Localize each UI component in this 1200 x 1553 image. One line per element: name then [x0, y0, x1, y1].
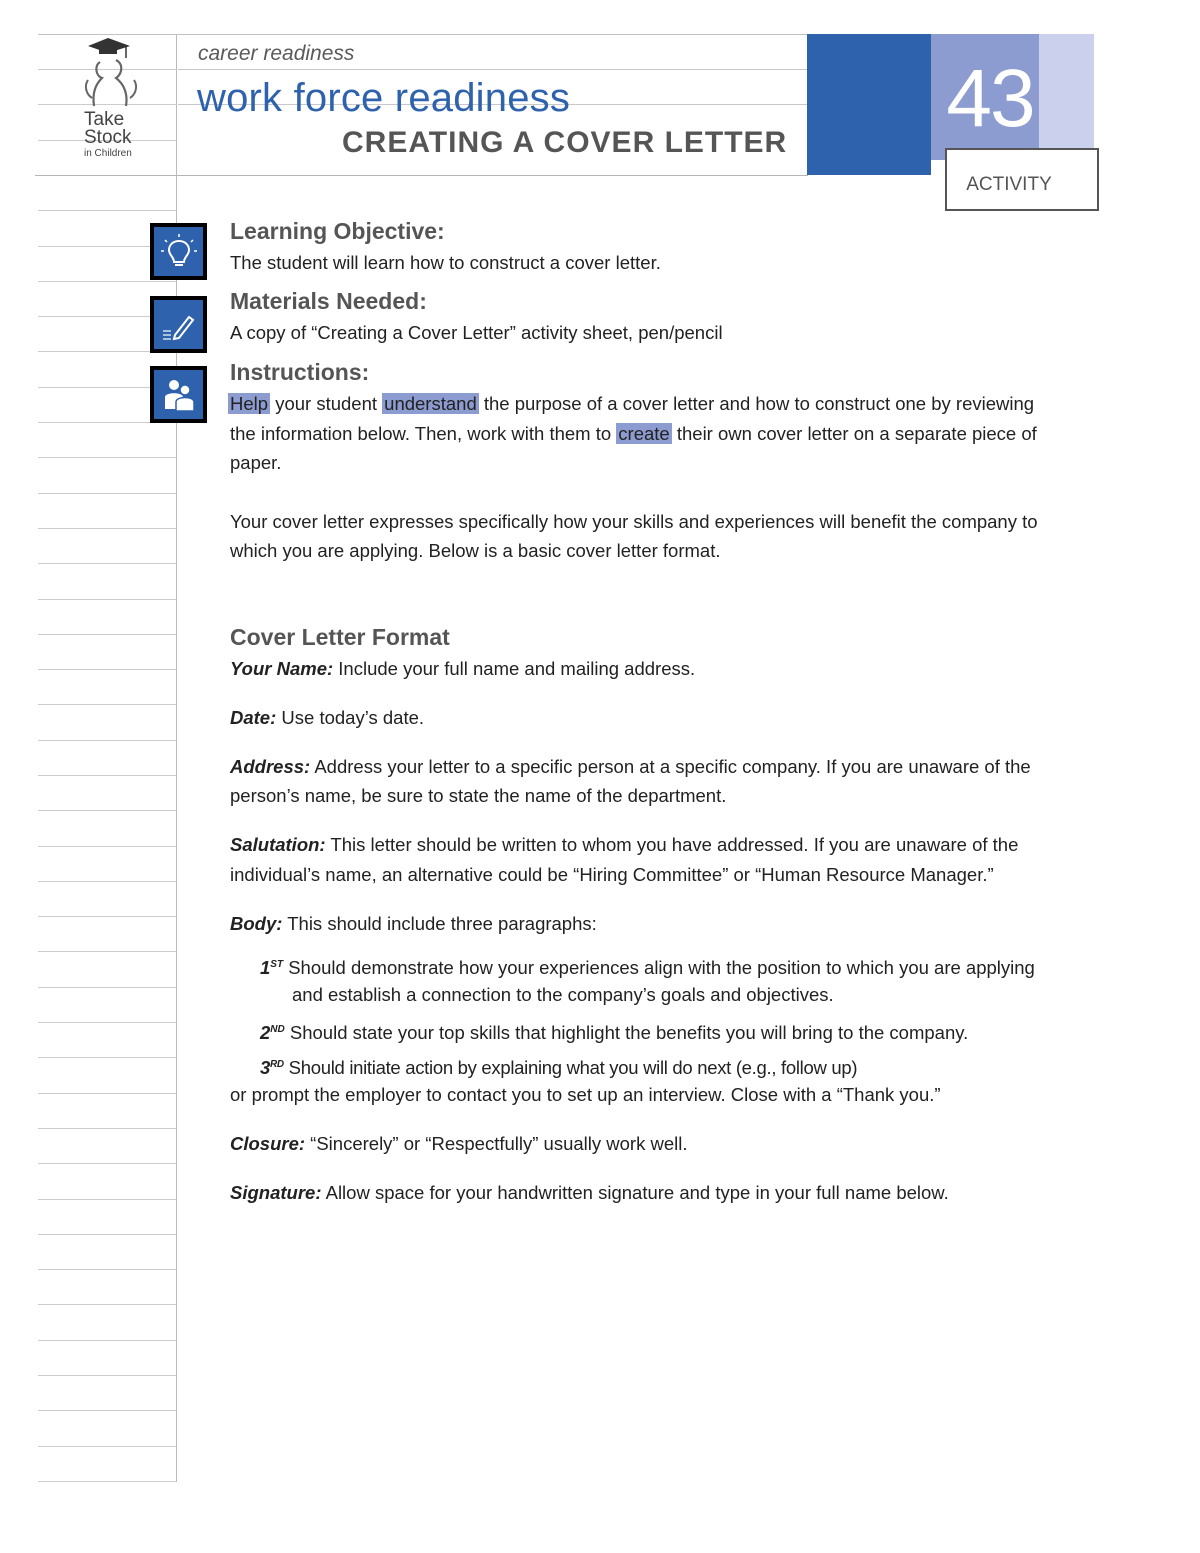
- intro-paragraph-line-1: Your cover letter expresses specifically how your skills and experiences will benefit the company to: [230, 511, 1038, 532]
- highlight-word: understand: [384, 393, 477, 414]
- instructions-text: the information below. Then, work with them to: [230, 423, 617, 444]
- field-label: Body:: [230, 913, 283, 934]
- instructions-line-2: [230, 419, 1037, 449]
- accent-block: [807, 34, 931, 175]
- accent-block-light: [1039, 34, 1094, 160]
- header-bottom-rule: [35, 175, 808, 176]
- ordinal-number: 3: [260, 1057, 270, 1078]
- learning-objective-heading: Learning Objective:: [230, 218, 445, 244]
- ordinal-number: 1: [260, 957, 271, 978]
- body-paragraph-2: [260, 1015, 968, 1048]
- format-heading: Cover Letter Format: [230, 624, 450, 650]
- body-paragraph-1: [260, 950, 1035, 983]
- header-top-rule: [38, 34, 808, 35]
- topic-title: work force readiness: [197, 76, 571, 120]
- logo-text-line1: Take: [84, 109, 125, 130]
- paragraph-text: Should demonstrate how your experiences align with the position to which you are applying: [283, 957, 1035, 978]
- highlight-word: create: [618, 423, 670, 444]
- instructions-text: their own cover letter on a separate piece of: [671, 423, 1037, 444]
- people-icon-box: [150, 366, 207, 423]
- lightbulb-icon: [159, 232, 199, 272]
- field-text: “Sincerely” or “Respectfully” usually work well.: [305, 1133, 688, 1154]
- format-closure: [230, 1129, 688, 1159]
- field-label: Salutation:: [230, 834, 326, 855]
- field-label: Closure:: [230, 1133, 306, 1154]
- field-text: Allow space for your handwritten signature and type in your full name below.: [321, 1182, 949, 1203]
- activity-number: 43: [946, 53, 1034, 144]
- materials-text: A copy of “Creating a Cover Letter” activity sheet, pen/pencil: [230, 322, 723, 343]
- learning-objective-text: The student will learn how to construct a cover letter.: [230, 252, 661, 273]
- highlight-word: Help: [230, 393, 269, 414]
- field-text: Include your full name and mailing address.: [333, 658, 696, 679]
- people-icon: [159, 375, 199, 415]
- body-paragraph-3: [260, 1050, 857, 1083]
- instructions-text: your student: [270, 393, 383, 414]
- format-signature: [230, 1178, 949, 1208]
- materials-heading: Materials Needed:: [230, 288, 427, 314]
- paragraph-text: Should state your top skills that highlight the benefits you will bring to the company.: [284, 1022, 969, 1043]
- header-rule: [178, 69, 808, 70]
- field-text: This letter should be written to whom you have addressed. If you are unaware of the: [325, 834, 1019, 855]
- pencil-icon: [159, 305, 199, 345]
- lightbulb-icon-box: [150, 223, 207, 280]
- instructions-line-3: paper.: [230, 452, 282, 473]
- ordinal-suffix: ST: [270, 959, 284, 970]
- page-title: CREATING A COVER LETTER: [342, 126, 788, 159]
- instructions-heading: Instructions:: [230, 359, 370, 385]
- logo-text-line2: Stock: [84, 127, 132, 148]
- format-salutation-line-2: individual’s name, an alternative could be “Hiring Committee” or “Human Resource Manager.”: [230, 864, 994, 885]
- field-text: This should include three paragraphs:: [282, 913, 597, 934]
- body-paragraph-1-line-2: and establish a connection to the company’s goals and objectives.: [292, 984, 834, 1005]
- section-label: career readiness: [198, 42, 355, 65]
- field-label: Date:: [230, 707, 277, 728]
- format-date: [230, 703, 424, 733]
- field-label: Your Name:: [230, 658, 334, 679]
- instructions-text: the purpose of a cover letter and how to construct one by reviewing: [478, 393, 1035, 414]
- format-body: [230, 909, 597, 939]
- intro-paragraph-line-2: which you are applying. Below is a basic cover letter format.: [230, 540, 721, 561]
- body-paragraph-3-line-2: or prompt the employer to contact you to set up an interview. Close with a “Thank you.”: [230, 1084, 941, 1105]
- format-address: [230, 752, 1031, 782]
- paragraph-text: Should initiate action by explaining what you will do next (e.g., follow up): [283, 1057, 858, 1078]
- ordinal-number: 2: [260, 1022, 271, 1043]
- field-text: Use today’s date.: [276, 707, 425, 728]
- ordinal-suffix: RD: [270, 1059, 284, 1070]
- pencil-icon-box: [150, 296, 207, 353]
- instructions-line-1: [228, 389, 1034, 419]
- ordinal-suffix: ND: [270, 1024, 285, 1035]
- activity-label: ACTIVITY: [966, 174, 1052, 195]
- logo-text-line3: in Children: [84, 148, 132, 159]
- format-your-name: [230, 654, 695, 684]
- format-address-line-2: person’s name, be sure to state the name of the department.: [230, 785, 727, 806]
- field-label: Address:: [230, 756, 311, 777]
- field-text: Address your letter to a specific person at a specific company. If you are unaware of the: [310, 756, 1031, 777]
- field-label: Signature:: [230, 1182, 322, 1203]
- format-salutation: [230, 830, 1018, 860]
